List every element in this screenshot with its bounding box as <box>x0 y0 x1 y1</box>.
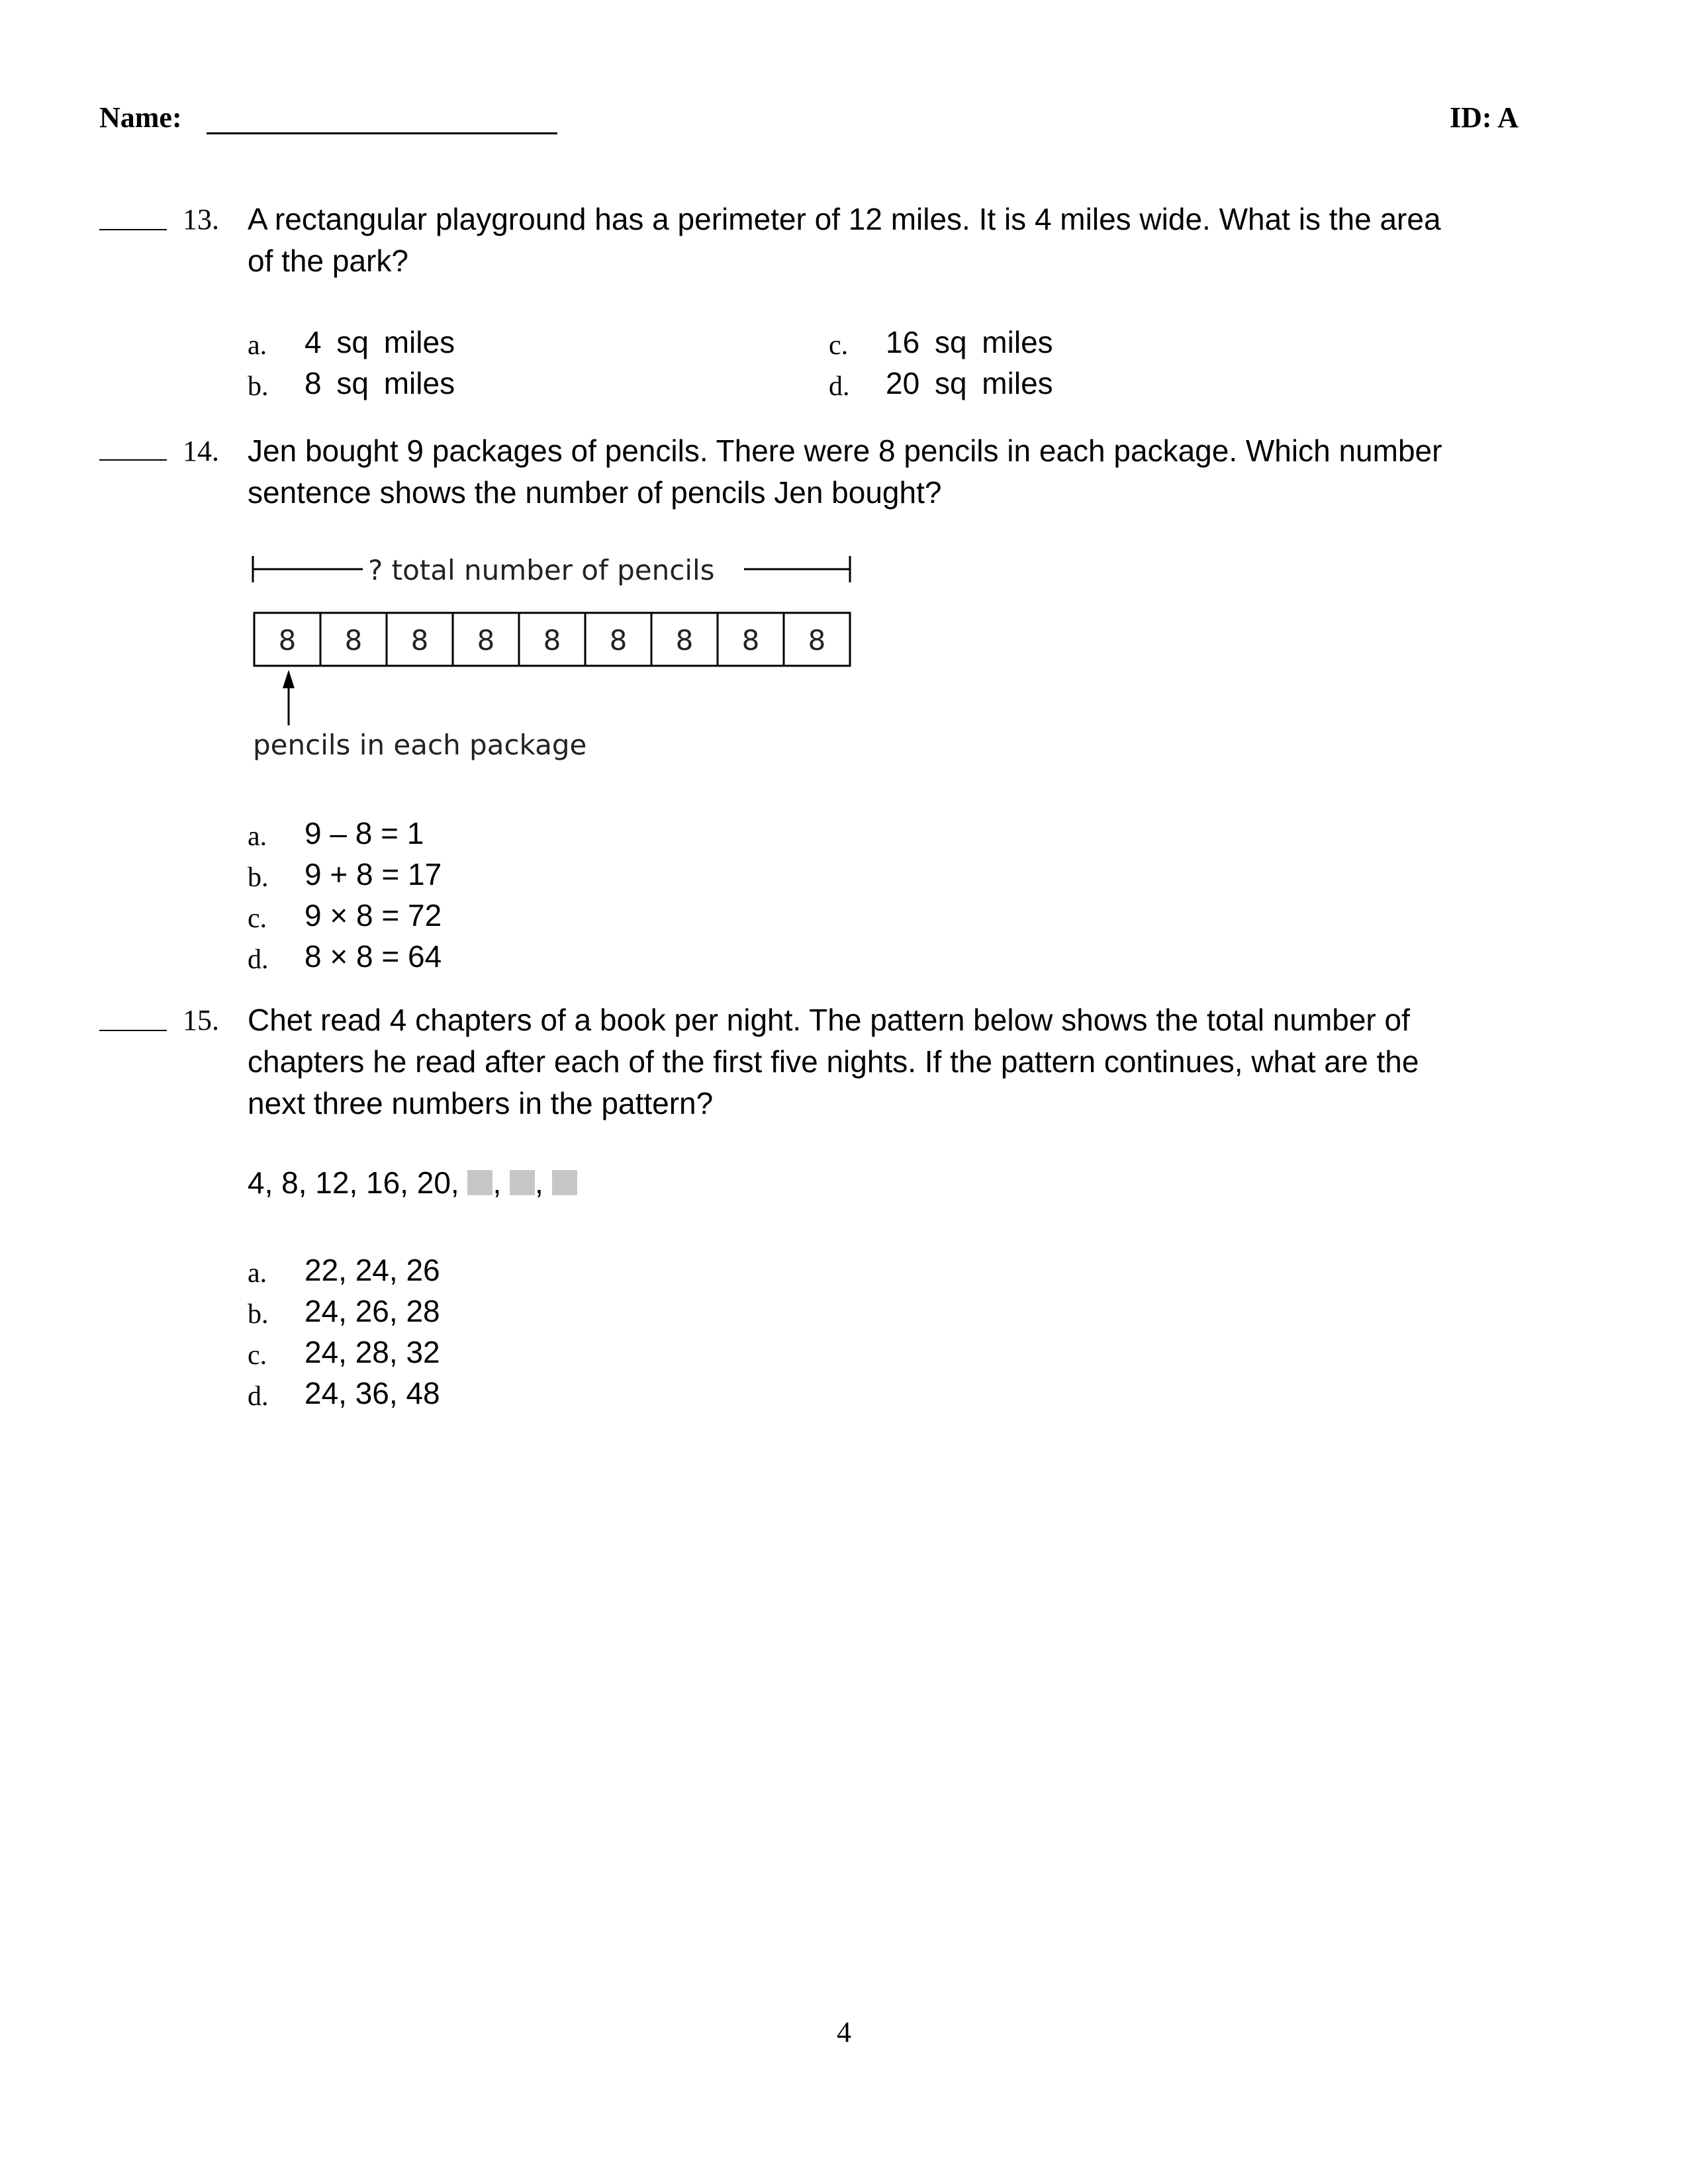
tape-cell-value: 8 <box>543 624 561 657</box>
q15-option-d: 24, 36, 48 <box>305 1376 440 1410</box>
missing-number-box-1 <box>467 1170 492 1195</box>
total-pencils-label: ? total number of pencils <box>368 554 715 586</box>
q15-option-a: 22, 24, 26 <box>305 1253 440 1287</box>
q13-option-b-letter: b. <box>248 371 269 402</box>
tape-cell-value: 8 <box>344 624 363 657</box>
q13-option-c: 16 sq miles <box>886 325 1053 359</box>
q14-option-d: 8 × 8 = 64 <box>305 939 442 974</box>
answer-blank-q13[interactable] <box>99 229 167 230</box>
q14-option-a: 9 – 8 = 1 <box>305 816 424 850</box>
question-15-line-3: next three numbers in the pattern? <box>248 1086 714 1120</box>
tape-diagram <box>248 547 863 765</box>
question-15-line-1: Chet read 4 chapters of a book per night. The pattern below shows the total number of <box>248 1003 1410 1037</box>
page-number: 4 <box>837 2016 851 2048</box>
q14-option-a-letter: a. <box>248 821 267 852</box>
tape-cell-value: 8 <box>741 624 760 657</box>
tape-cell-value: 8 <box>410 624 429 657</box>
pattern-separator-1: , <box>492 1165 502 1200</box>
tape-cell-value: 8 <box>609 624 628 657</box>
tape-cells <box>254 613 850 666</box>
tape-cell-value: 8 <box>675 624 694 657</box>
q15-option-d-letter: d. <box>248 1381 269 1412</box>
question-text-13 <box>248 199 1598 282</box>
q15-option-a-letter: a. <box>248 1258 267 1289</box>
question-text-14 <box>248 430 1598 514</box>
q13-option-b: 8 sq miles <box>305 366 455 400</box>
id-label: ID: A <box>1450 101 1519 134</box>
question-14-line-1: Jen bought 9 packages of pencils. There were 8 pencils in each package. Which number <box>248 433 1442 468</box>
question-number-13: 13. <box>183 203 219 236</box>
question-13-line-1: A rectangular playground has a perimeter of 12 miles. It is 4 miles wide. What is the area <box>248 202 1441 236</box>
question-number-14: 14. <box>183 435 219 467</box>
pattern-values: 4, 8, 12, 16, 20, <box>248 1165 459 1200</box>
name-blank-line[interactable] <box>207 132 557 134</box>
q14-option-d-letter: d. <box>248 944 269 975</box>
tape-cell-value: 8 <box>477 624 495 657</box>
number-pattern <box>248 1165 577 1201</box>
answer-blank-q15[interactable] <box>99 1030 167 1031</box>
tape-cell-value: 8 <box>278 624 297 657</box>
q13-option-d-letter: d. <box>829 371 850 402</box>
q15-option-b: 24, 26, 28 <box>305 1294 440 1328</box>
q13-option-c-letter: c. <box>829 330 849 361</box>
pattern-separator-2: , <box>535 1165 543 1200</box>
q13-option-a: 4 sq miles <box>305 325 455 359</box>
arrow-head-icon <box>283 670 295 688</box>
q14-option-c-letter: c. <box>248 903 267 934</box>
question-15-line-2: chapters he read after each of the first five nights. If the pattern continues, what are the <box>248 1044 1419 1079</box>
question-number-15: 15. <box>183 1004 219 1036</box>
pencils-per-package-label: pencils in each package <box>253 729 587 761</box>
q14-option-b: 9 + 8 = 17 <box>305 857 442 891</box>
question-text-15 <box>248 999 1598 1124</box>
name-label: Name: <box>99 101 182 134</box>
q15-option-c: 24, 28, 32 <box>305 1335 440 1369</box>
q15-option-b-letter: b. <box>248 1299 269 1330</box>
missing-number-box-2 <box>510 1170 535 1195</box>
q13-option-a-letter: a. <box>248 330 267 361</box>
answer-blank-q14[interactable] <box>99 459 167 461</box>
q13-option-d: 20 sq miles <box>886 366 1053 400</box>
missing-number-box-3 <box>552 1170 577 1195</box>
question-14-line-2: sentence shows the number of pencils Jen bought? <box>248 475 942 510</box>
question-13-line-2: of the park? <box>248 244 408 278</box>
q14-option-c: 9 × 8 = 72 <box>305 898 442 933</box>
q14-option-b-letter: b. <box>248 862 269 893</box>
q15-option-c-letter: c. <box>248 1340 267 1371</box>
tape-cell-value: 8 <box>808 624 826 657</box>
